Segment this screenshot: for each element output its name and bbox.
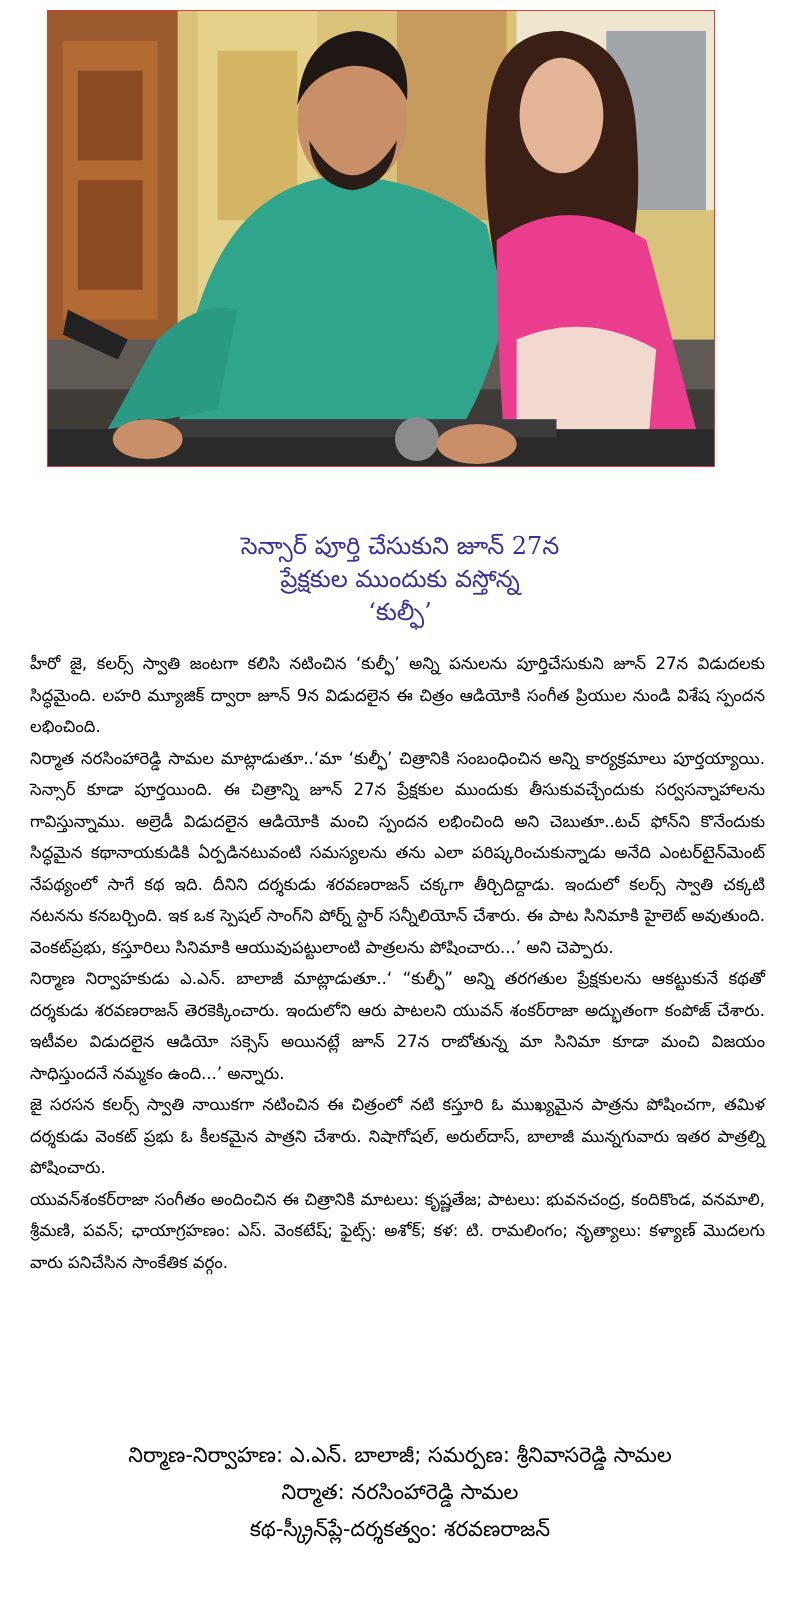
headline (0, 530, 800, 629)
credits-line-2: నిర్మాత: నరసింహారెడ్డి సామల (281, 1480, 519, 1504)
credits-line-1: నిర్మాణ-నిర్వాహణ: ఎ.ఎన్. బాలాజీ; సమర్పణ: శ్రీనివాసరెడ్డి సామల (128, 1443, 672, 1467)
paragraph-executive-producer-quote: నిర్మాణ నిర్వాహకుడు ఎ.ఎన్. బాలాజీ మాట్లాడుతూ..‘ “కుల్ఫీ” అన్ని తరగతుల ప్రేక్షకులను ఆకట్టుకునే కథతో దర్శకుడు శరవణరాజన్ తెరకెక్కించారు. ఇందులోని ఆరు పాటలని యువన్ శంకర్‌రాజా అద్భుతంగా కంపోజ్ చేశారు. ఇటీవల విడుదలైన ఆడియో సక్సెస్ అయినట్లే జూన్ 27న రాబోతున్న మా సినిమా కూడా మంచి విజయం సాధిస్తుందనే నమ్మకం ఉంది...’ అన్నారు. (30, 969, 765, 1083)
paragraph-cast: జై సరసన కలర్స్ స్వాతి నాయికగా నటించిన ఈ చిత్రంలో నటి కస్తూరి ఓ ముఖ్యమైన పాత్రను పోషించగా, తమిళ దర్శకుడు వెంకట్ ప్రభు ఓ కీలకమైన పాత్రని చేశారు. నిషాగోషల్, అరుల్‌దాస్, బాలాజీ మున్నగువారు ఇతర పాత్రల్ని పోషించారు. (30, 1095, 765, 1177)
credits-line-3: కథ-స్క్రీన్‌ప్లే-దర్శకత్వం: శరవణరాజన్ (249, 1517, 551, 1541)
headline-line-3: ‘కుల్ఫీ’ (368, 598, 432, 626)
headline-line-2: ప్రేక్షకుల ముందుకు వస్తోన్న (280, 565, 520, 593)
paragraph-producer-quote: నిర్మాత నరసింహారెడ్డి సామల మాట్లాడుతూ..‘మా ‘కుల్ఫీ’ చిత్రానికి సంబంధించిన అన్ని కార్యక్రమాలు పూర్తయ్యాయి. సెన్సార్ కూడా పూర్తయింది. ఈ చిత్రాన్ని జూన్ 27న ప్రేక్షకుల ముందుకు తీసుకువచ్చేందుకు సర్వసన్నాహాలను గావిస్తున్నాము. అల్రెడీ విడుదలైన ఆడియోకి మంచి స్పందన లభించింది అని చెబుతూ..టచ్ ఫోన్‌ని కొనేందుకు సిద్ధమైన కథానాయకుడికి ఏర్పడినటువంటి సమస్యలను తను ఎలా పరిష్కరించుకున్నాడు అనేది ఎంటర్‌టైన్‌మెంట్ నేపథ్యంలో సాగే కథ ఇది. దీనిని దర్శకుడు శరవణరాజన్ చక్కగా తీర్చిదిద్దాడు. ఇందులో కలర్స్ స్వాతి చక్కటి నటనను కనబర్చింది. ఇక ఒక స్పెషల్ సాంగ్‌ని పోర్న్ స్టార్ సన్నీలియోన్ చేశారు. ఈ పాట సినిమాకి హైలెట్ అవుతుంది. వెంకట్‌ప్రభు, కస్తూరిలు సినిమాకి ఆయువుపట్టులాంటి పాత్రలను పోషించారు...’ అని చెప్పారు. (30, 748, 765, 957)
paragraph-release: హీరో జై, కలర్స్ స్వాతి జంటగా కలిసి నటించిన ‘కుల్ఫీ’ అన్ని పనులను పూర్తిచేసుకుని జూన్ 27న విడుదలకు సిద్ధమైంది. లహరి మ్యూజిక్ ద్వారా జూన్ 9న విడుదలైన ఈ చిత్రం ఆడియోకి సంగీత ప్రియుల నుండి విశేష స్పందన లభించింది. (30, 654, 765, 736)
credits-block (0, 1437, 800, 1548)
paragraph-crew: యువన్‌శంకర్‌రాజా సంగీతం అందించిన ఈ చిత్రానికి మాటలు: కృష్ణతేజ; పాటలు: భువనచంద్ర, కందికొండ, వనమాలి, శ్రీమణి, పవన్; ఛాయాగ్రహణం: ఎస్. వెంకటేష్; ఫైట్స్: అశోక్; కళ: టి. రామలింగం; నృత్యాలు: కళ్యాణ్ మొదలగు వారు పనిచేసిన సాంకేతిక వర్గం. (30, 1189, 765, 1272)
photo-illustration (48, 11, 714, 466)
headline-line-1: సెన్సార్ పూర్తి చేసుకుని జూన్ 27న (240, 532, 560, 560)
movie-still-photo (47, 10, 715, 467)
article-body (30, 648, 765, 1278)
